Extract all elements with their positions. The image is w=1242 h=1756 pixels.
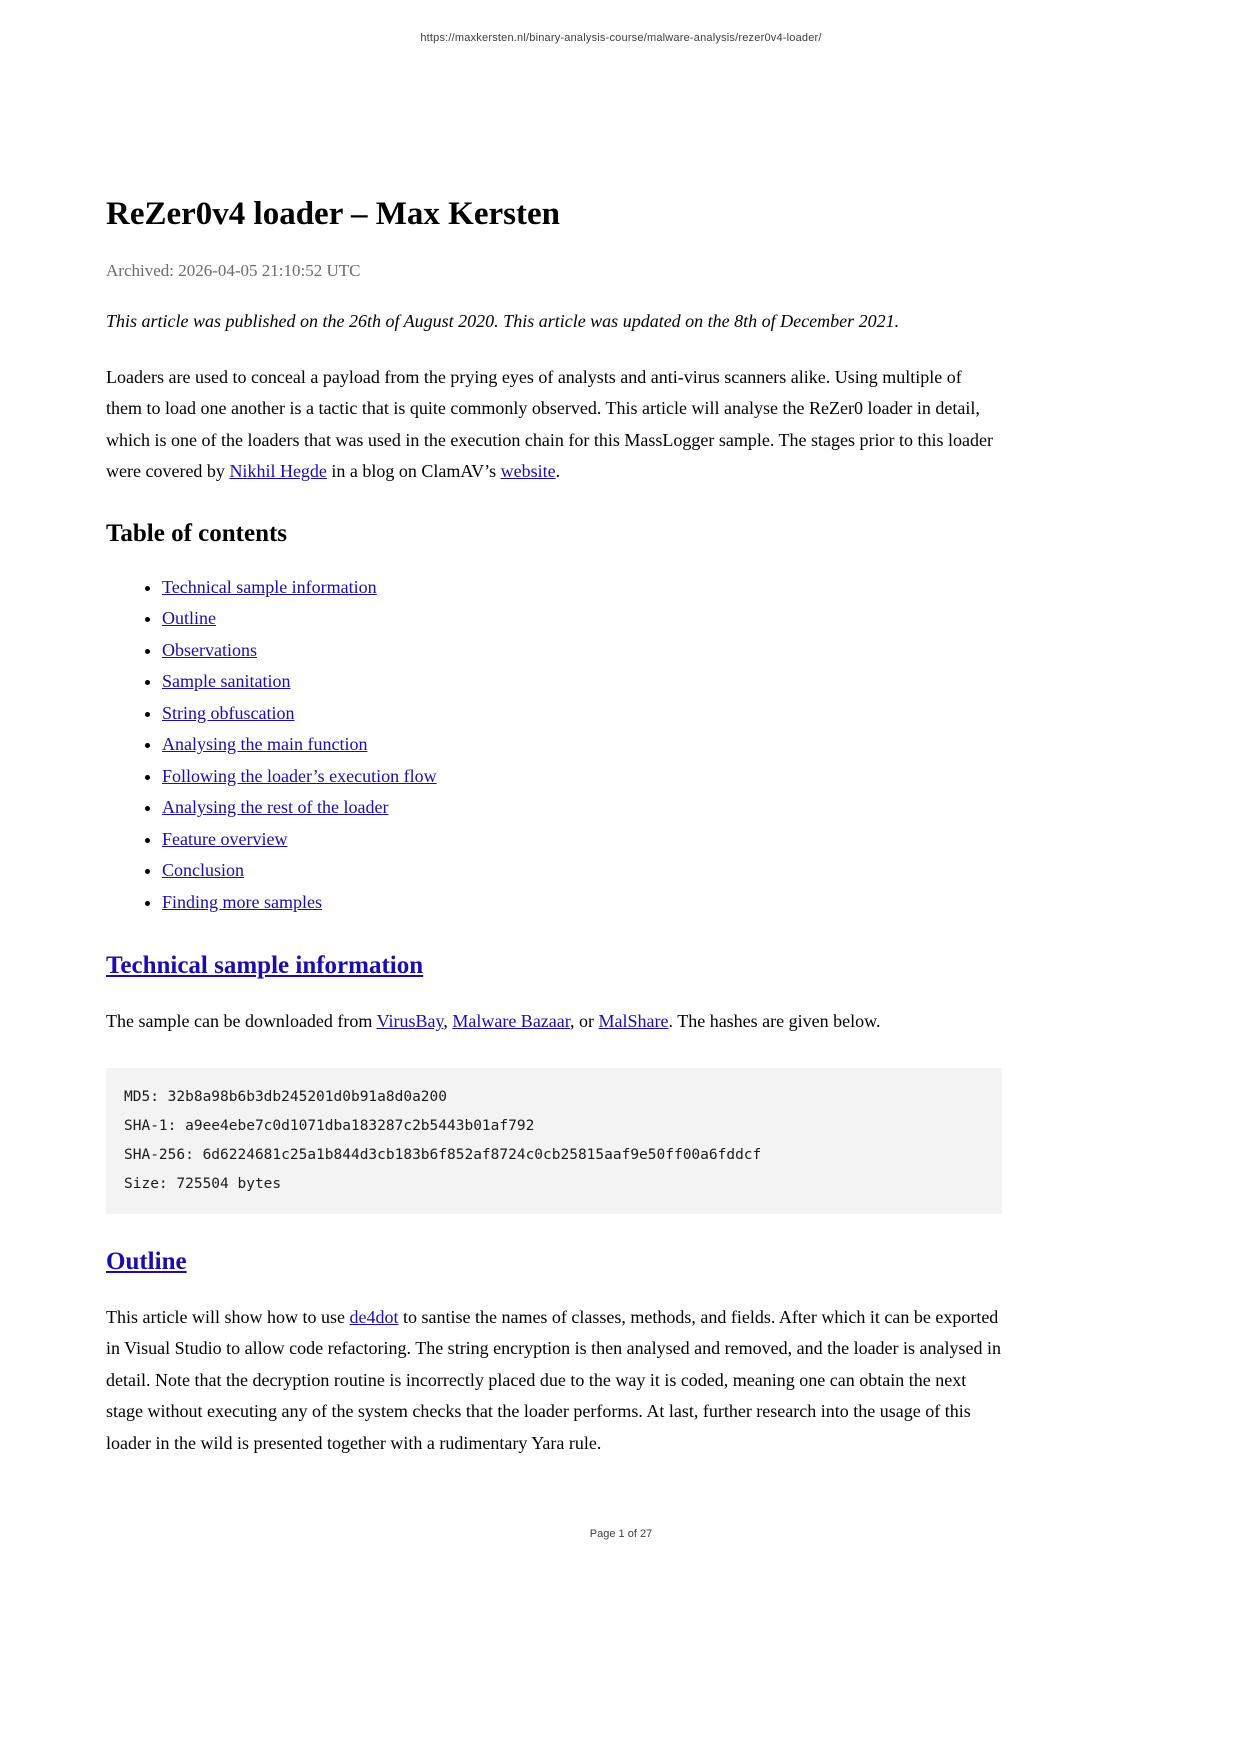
- toc-item: [162, 824, 1002, 856]
- toc-link-feature-overview[interactable]: Feature overview: [162, 828, 288, 849]
- toc-link-technical-sample-information[interactable]: Technical sample information: [162, 576, 377, 597]
- intro-paragraph: [106, 362, 1002, 488]
- toc-heading: Table of contents: [106, 519, 288, 547]
- link-nikhil-hegde[interactable]: Nikhil Hegde: [229, 461, 327, 482]
- sample-text-1: The sample can be downloaded from: [106, 1011, 377, 1032]
- sample-download-paragraph: [106, 1006, 1002, 1038]
- toc-link-rest-of-loader[interactable]: Analysing the rest of the loader: [162, 797, 389, 818]
- section-heading-technical: [106, 952, 1002, 980]
- outline-heading-link[interactable]: Outline: [106, 1247, 187, 1275]
- article-content: [106, 196, 1002, 1459]
- source-url: https://maxkersten.nl/binary-analysis-course/malware-analysis/rezer0v4-loader/: [420, 32, 822, 44]
- archived-timestamp: Archived: 2026-04-05 21:10:52 UTC: [106, 261, 361, 280]
- toc-link-outline[interactable]: Outline: [162, 608, 216, 629]
- print-header: [0, 0, 1242, 46]
- hash-code-block: [106, 1068, 1002, 1214]
- toc-list: [106, 572, 1002, 919]
- article-title: ReZer0v4 loader – Max Kersten: [106, 196, 560, 232]
- outline-text-1: This article will show how to use: [106, 1306, 350, 1327]
- hash-line-sha256: SHA-256: 6d6224681c25a1b844d3cb183b6f852af8724c0cb25815aaf9e50ff00a6fddcf: [124, 1146, 762, 1163]
- section-heading-outline: [106, 1248, 1002, 1276]
- toc-item: [162, 572, 1002, 604]
- link-virusbay[interactable]: VirusBay: [376, 1011, 444, 1032]
- hash-line-md5: MD5: 32b8a98b6b3db245201d0b91a8d0a200: [124, 1088, 448, 1105]
- toc-link-observations[interactable]: Observations: [162, 639, 257, 660]
- toc-item: [162, 729, 1002, 761]
- publication-note: This article was published on the 26th of August 2020. This article was updated on the 8th of December 2021.: [106, 311, 900, 331]
- sample-text-4: . The hashes are given below.: [668, 1011, 881, 1032]
- page-footer: [0, 1524, 1242, 1542]
- link-malware-bazaar[interactable]: Malware Bazaar: [452, 1011, 571, 1032]
- toc-link-sample-sanitation[interactable]: Sample sanitation: [162, 671, 291, 692]
- sample-text-3: , or: [570, 1011, 599, 1032]
- toc-item: [162, 761, 1002, 793]
- toc-item: [162, 635, 1002, 667]
- hash-line-size: Size: 725504 bytes: [124, 1175, 282, 1192]
- toc-link-analysing-main-function[interactable]: Analysing the main function: [162, 734, 368, 755]
- link-de4dot[interactable]: de4dot: [349, 1306, 399, 1327]
- toc-item: [162, 855, 1002, 887]
- toc-link-finding-more-samples[interactable]: Finding more samples: [162, 891, 322, 912]
- link-malshare[interactable]: MalShare: [598, 1011, 669, 1032]
- toc-item: [162, 666, 1002, 698]
- toc-link-execution-flow[interactable]: Following the loader’s execution flow: [162, 765, 437, 786]
- toc-item: [162, 603, 1002, 635]
- intro-text-1: Loaders are used to conceal a payload from the prying eyes of analysts and anti-virus scanners alike. Using multiple of them to load one another is a tactic that is quite commonly observed. This article will analyse the ReZer0 loader in detail, which is one of the loaders that was used in the execution chain for this MassLogger sample. The stages prior to this loader were covered by: [106, 366, 993, 482]
- sample-text-2: ,: [443, 1011, 453, 1032]
- intro-text-2: in a blog on ClamAV’s: [326, 461, 501, 482]
- intro-text-3: .: [555, 461, 561, 482]
- toc-item: [162, 792, 1002, 824]
- page-number: Page 1 of 27: [589, 1528, 653, 1540]
- toc-item: [162, 887, 1002, 919]
- outline-text-2: to santise the names of classes, methods, and fields. After which it can be exported in Visual Studio to allow code refactoring. The string encryption is then analysed and removed, and the loader is analysed in detail. Note that the decryption routine is incorrectly placed due to the way it is coded, meaning one can obtain the next stage without executing any of the system checks that the loader performs. At last, further research into the usage of this loader in the wild is presented together with a rudimentary Yara rule.: [106, 1306, 1002, 1453]
- link-clamav-website[interactable]: website: [500, 461, 556, 482]
- toc-link-conclusion[interactable]: Conclusion: [162, 860, 245, 881]
- outline-paragraph: [106, 1302, 1002, 1460]
- toc-item: [162, 698, 1002, 730]
- hash-line-sha1: SHA-1: a9ee4ebe7c0d1071dba183287c2b5443b01af792: [124, 1117, 535, 1134]
- technical-heading-link[interactable]: Technical sample information: [106, 952, 424, 980]
- toc-link-string-obfuscation[interactable]: String obfuscation: [162, 702, 295, 723]
